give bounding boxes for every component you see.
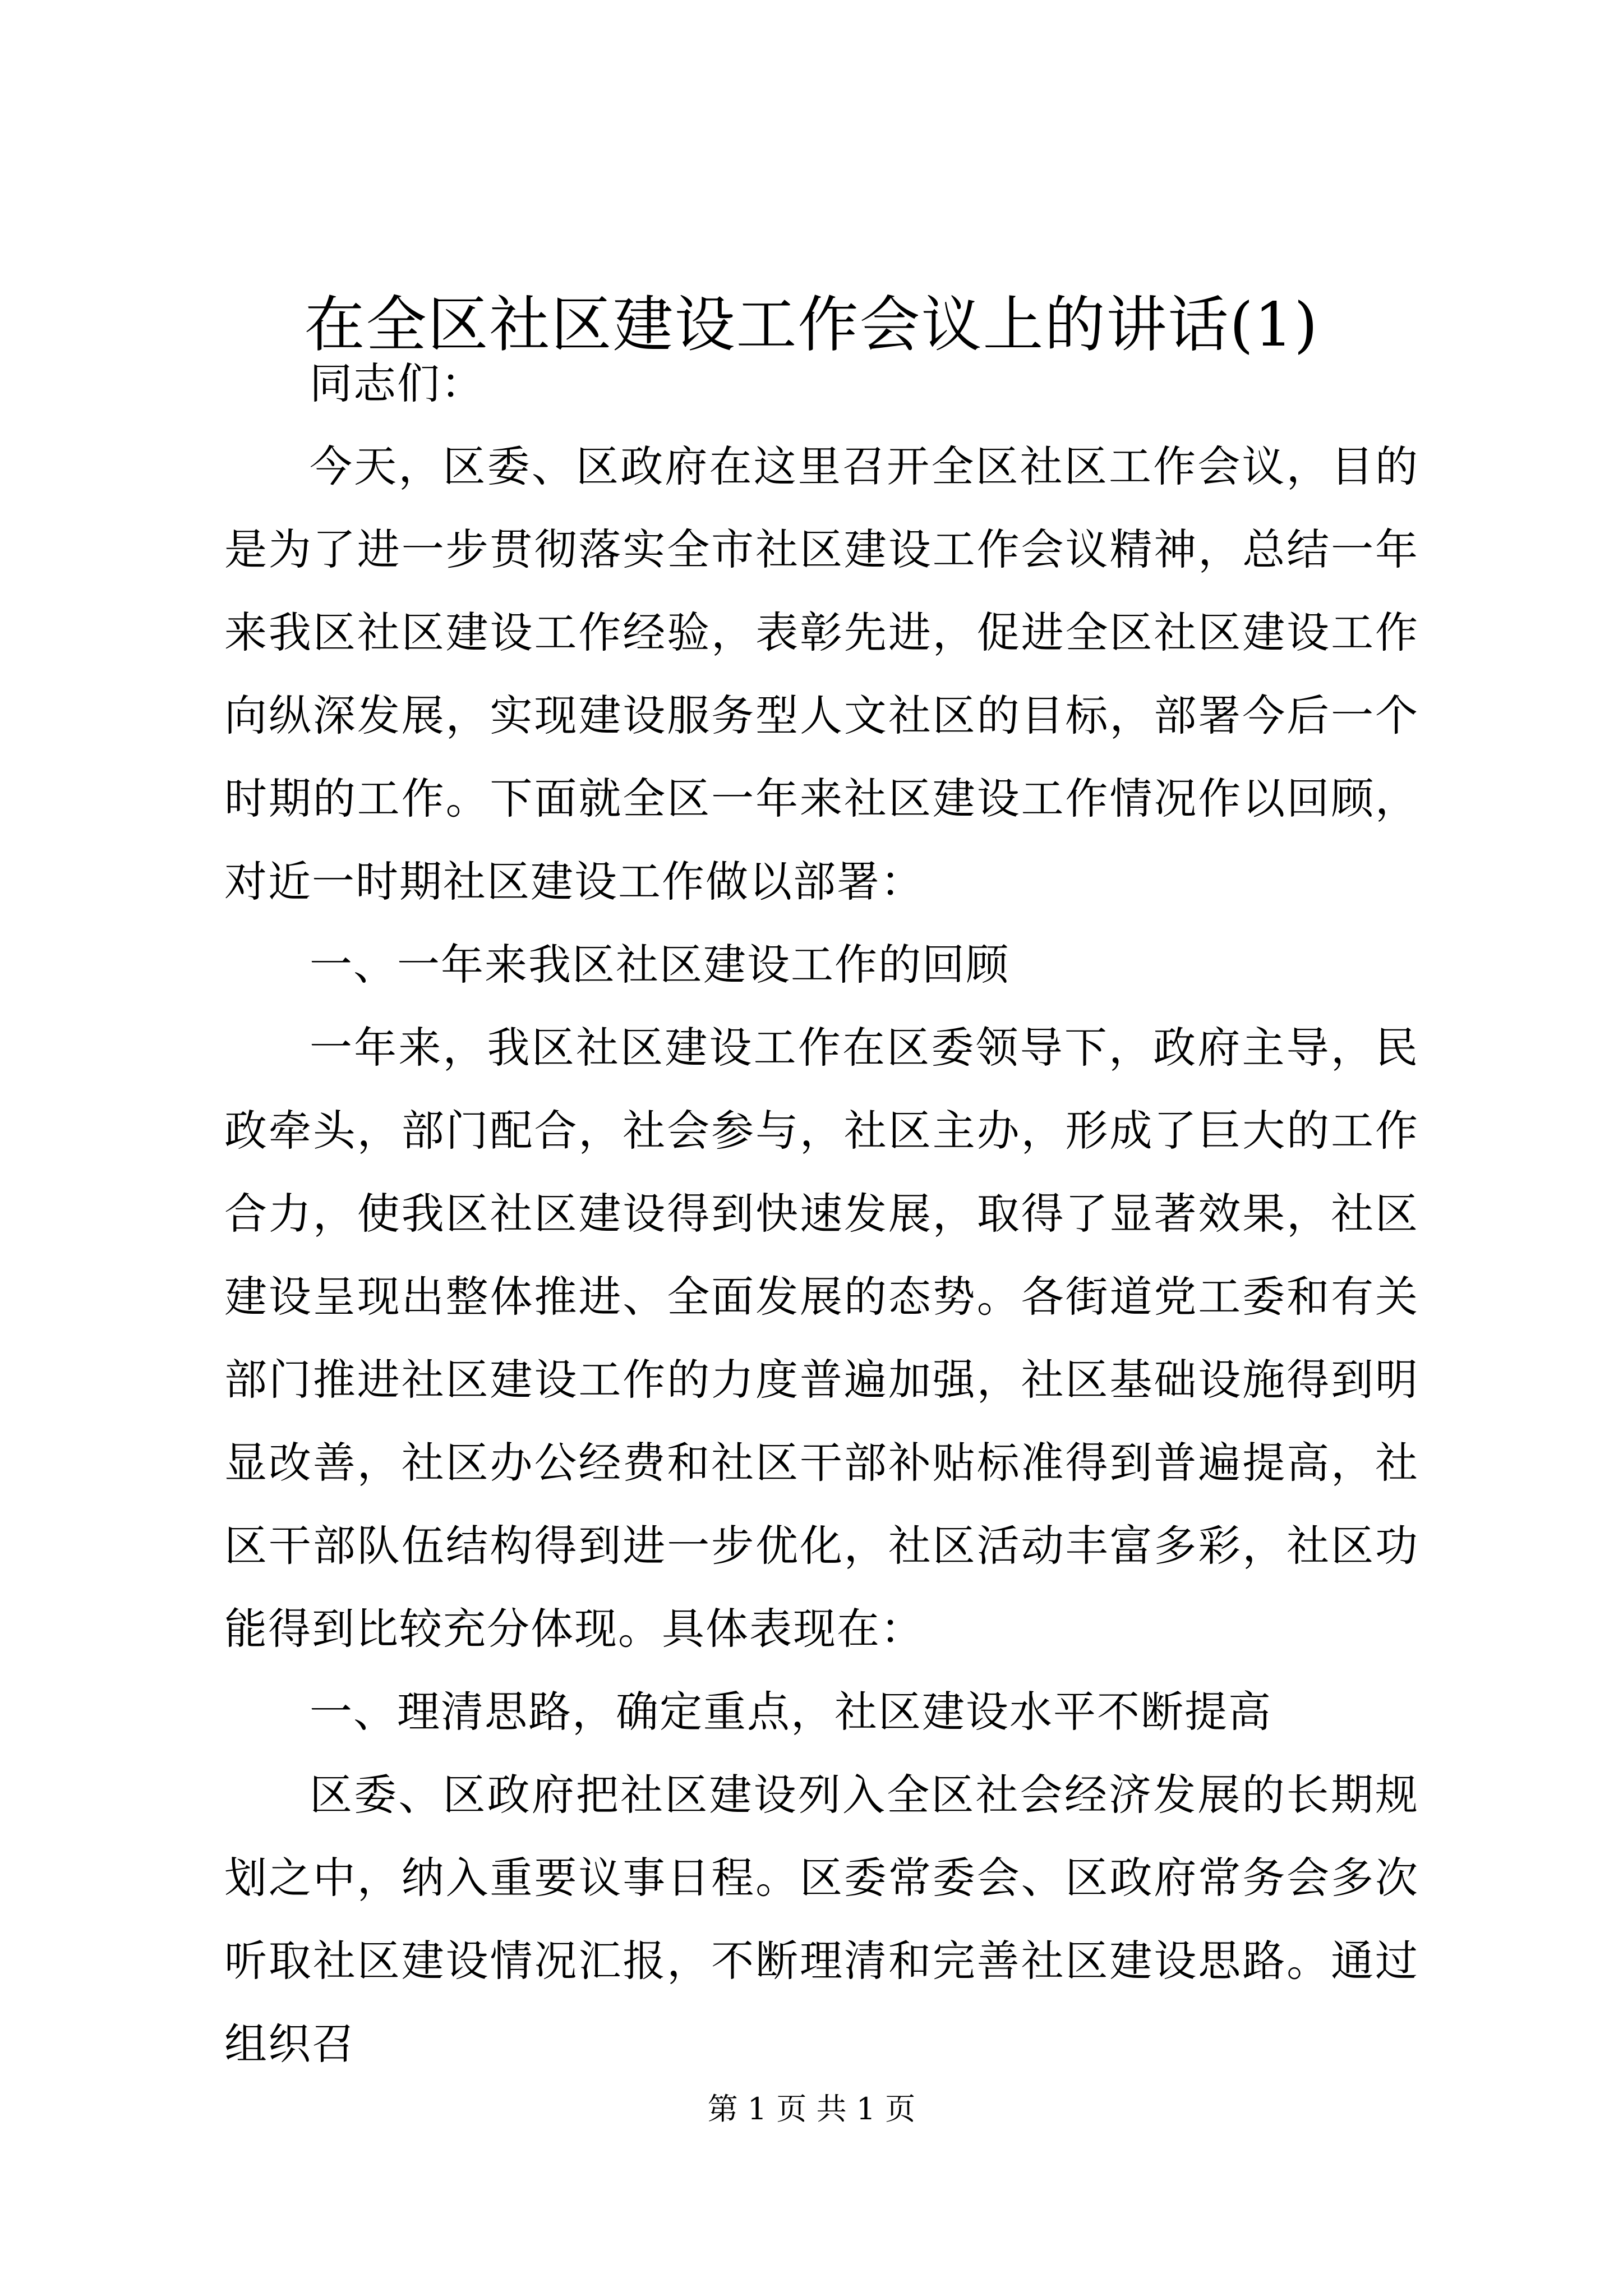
paragraph-salutation: 同志们： <box>310 358 485 408</box>
subsection-heading: 一、理清思路，确定重点，社区建设水平不断提高 <box>310 1687 1272 1737</box>
section-heading: 一、一年来我区社区建设工作的回顾 <box>310 940 1009 990</box>
document-body <box>224 342 1419 2086</box>
page-footer: 第 1 页 共 1 页 <box>707 2091 916 2127</box>
paragraph-review: 一年来，我区社区建设工作在区委领导下，政府主导，民政牵头，部门配合，社会参与，社区主办，形成了巨大的工作合力，使我区社区建设得到快速发展，取得了显著效果，社区建设呈现出整体推进、全面发展的态势。各街道党工委和有关部门推进社区建设工作的力度普遍加强，社区基础设施得到明显改善，社区办公经费和社区干部补贴标准得到普遍提高，社区干部队伍结构得到进一步优化，社区活动丰富多彩，社区功能得到比较充分体现。具体表现在： <box>224 1023 1419 1654</box>
document-title: 在全区社区建设工作会议上的讲话(1) <box>304 290 1319 360</box>
paragraph-planning: 区委、区政府把社区建设列入全区社会经济发展的长期规划之中，纳入重要议事日程。区委常委会、区政府常务会多次听取社区建设情况汇报，不断理清和完善社区建设思路。通过组织召 <box>224 1770 1419 2069</box>
paragraph-intro: 今天，区委、区政府在这里召开全区社区工作会议，目的是为了进一步贯彻落实全市社区建设工作会议精神，总结一年来我区社区建设工作经验，表彰先进，促进全区社区建设工作向纵深发展，实现建设服务型人文社区的目标，部署今后一个时期的工作。下面就全区一年来社区建设工作情况作以回顾，对近一时期社区建设工作做以部署： <box>224 441 1419 907</box>
